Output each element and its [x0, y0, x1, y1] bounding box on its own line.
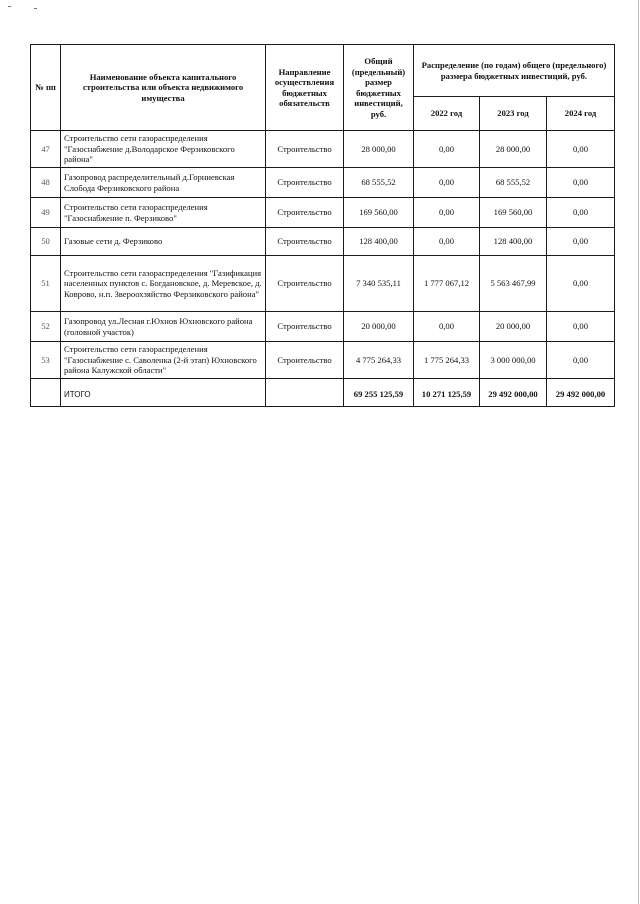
row-2024: 0,00 [547, 256, 615, 312]
row-direction: Строительство [266, 312, 344, 342]
row-direction: Строительство [266, 131, 344, 168]
page-edge [638, 0, 639, 904]
row-name: Строительство сети газораспределения "Газоснабжение с. Саволенка (2-й этап) Юхновского района Калужской области" [61, 342, 266, 379]
scan-mark [8, 6, 11, 7]
total-2022: 10 271 125,59 [414, 379, 480, 407]
total-2024: 29 492 000,00 [547, 379, 615, 407]
row-2022: 1 777 067,12 [414, 256, 480, 312]
table-row [31, 198, 615, 228]
row-2022: 0,00 [414, 168, 480, 198]
header-2024: 2024 год [547, 97, 615, 131]
total-label: ИТОГО [61, 379, 266, 407]
row-num: 48 [31, 168, 61, 198]
row-direction: Строительство [266, 256, 344, 312]
row-2023: 3 000 000,00 [480, 342, 547, 379]
row-name: Строительство сети газораспределения "Газоснабжение п. Ферзиково" [61, 198, 266, 228]
row-2023: 169 560,00 [480, 198, 547, 228]
row-2023: 68 555,52 [480, 168, 547, 198]
row-total: 4 775 264,33 [344, 342, 414, 379]
table-row [31, 228, 615, 256]
header-distribution: Распределение (по годам) общего (предельного) размера бюджетных инвестиций, руб. [414, 45, 615, 97]
row-2023: 128 400,00 [480, 228, 547, 256]
total-num-cell [31, 379, 61, 407]
row-total: 128 400,00 [344, 228, 414, 256]
row-direction: Строительство [266, 228, 344, 256]
total-2023: 29 492 000,00 [480, 379, 547, 407]
row-name: Газопровод распределительный д.Горниевская Слобода Ферзиковского района [61, 168, 266, 198]
row-2022: 0,00 [414, 131, 480, 168]
row-num: 52 [31, 312, 61, 342]
row-2022: 1 775 264,33 [414, 342, 480, 379]
table-row [31, 256, 615, 312]
row-num: 50 [31, 228, 61, 256]
total-row [31, 379, 615, 407]
row-num: 53 [31, 342, 61, 379]
row-name: Строительство сети газораспределения "Газификация населенных пунктов с. Богдановское, д. Меревское, д. Коврово, н.п. Звероохзяйство Ферзиковского района" [61, 256, 266, 312]
row-2023: 5 563 467,99 [480, 256, 547, 312]
table-row [31, 312, 615, 342]
header-total: Общий (предельный) размер бюджетных инвестиций, руб. [344, 45, 414, 131]
row-direction: Строительство [266, 342, 344, 379]
row-2024: 0,00 [547, 168, 615, 198]
row-2024: 0,00 [547, 131, 615, 168]
row-total: 20 000,00 [344, 312, 414, 342]
header-num: № пп [31, 45, 61, 131]
row-direction: Строительство [266, 198, 344, 228]
total-sum: 69 255 125,59 [344, 379, 414, 407]
row-2024: 0,00 [547, 342, 615, 379]
row-2023: 28 000,00 [480, 131, 547, 168]
row-2022: 0,00 [414, 228, 480, 256]
row-name: Газовые сети д. Ферзиково [61, 228, 266, 256]
investment-table [30, 44, 615, 407]
row-2024: 0,00 [547, 198, 615, 228]
row-total: 68 555,52 [344, 168, 414, 198]
total-direction-cell [266, 379, 344, 407]
table-row [31, 342, 615, 379]
header-2023: 2023 год [480, 97, 547, 131]
row-2023: 20 000,00 [480, 312, 547, 342]
row-2024: 0,00 [547, 312, 615, 342]
header-name: Наименование объекта капитального строительства или объекта недвижимого имущества [61, 45, 266, 131]
row-name: Газопровод ул.Лесная г.Юхнов Юхновского района (головной участок) [61, 312, 266, 342]
row-total: 28 000,00 [344, 131, 414, 168]
row-name: Строительство сети газораспределения "Газоснабжение д.Володарское Ферзиковского района" [61, 131, 266, 168]
table-row [31, 168, 615, 198]
header-2022: 2022 год [414, 97, 480, 131]
row-total: 7 340 535,11 [344, 256, 414, 312]
row-total: 169 560,00 [344, 198, 414, 228]
row-num: 47 [31, 131, 61, 168]
row-num: 49 [31, 198, 61, 228]
row-2022: 0,00 [414, 312, 480, 342]
row-2024: 0,00 [547, 228, 615, 256]
scan-mark [34, 8, 37, 9]
header-direction: Направление осуществления бюджетных обязательств [266, 45, 344, 131]
table-row [31, 131, 615, 168]
row-num: 51 [31, 256, 61, 312]
row-2022: 0,00 [414, 198, 480, 228]
row-direction: Строительство [266, 168, 344, 198]
